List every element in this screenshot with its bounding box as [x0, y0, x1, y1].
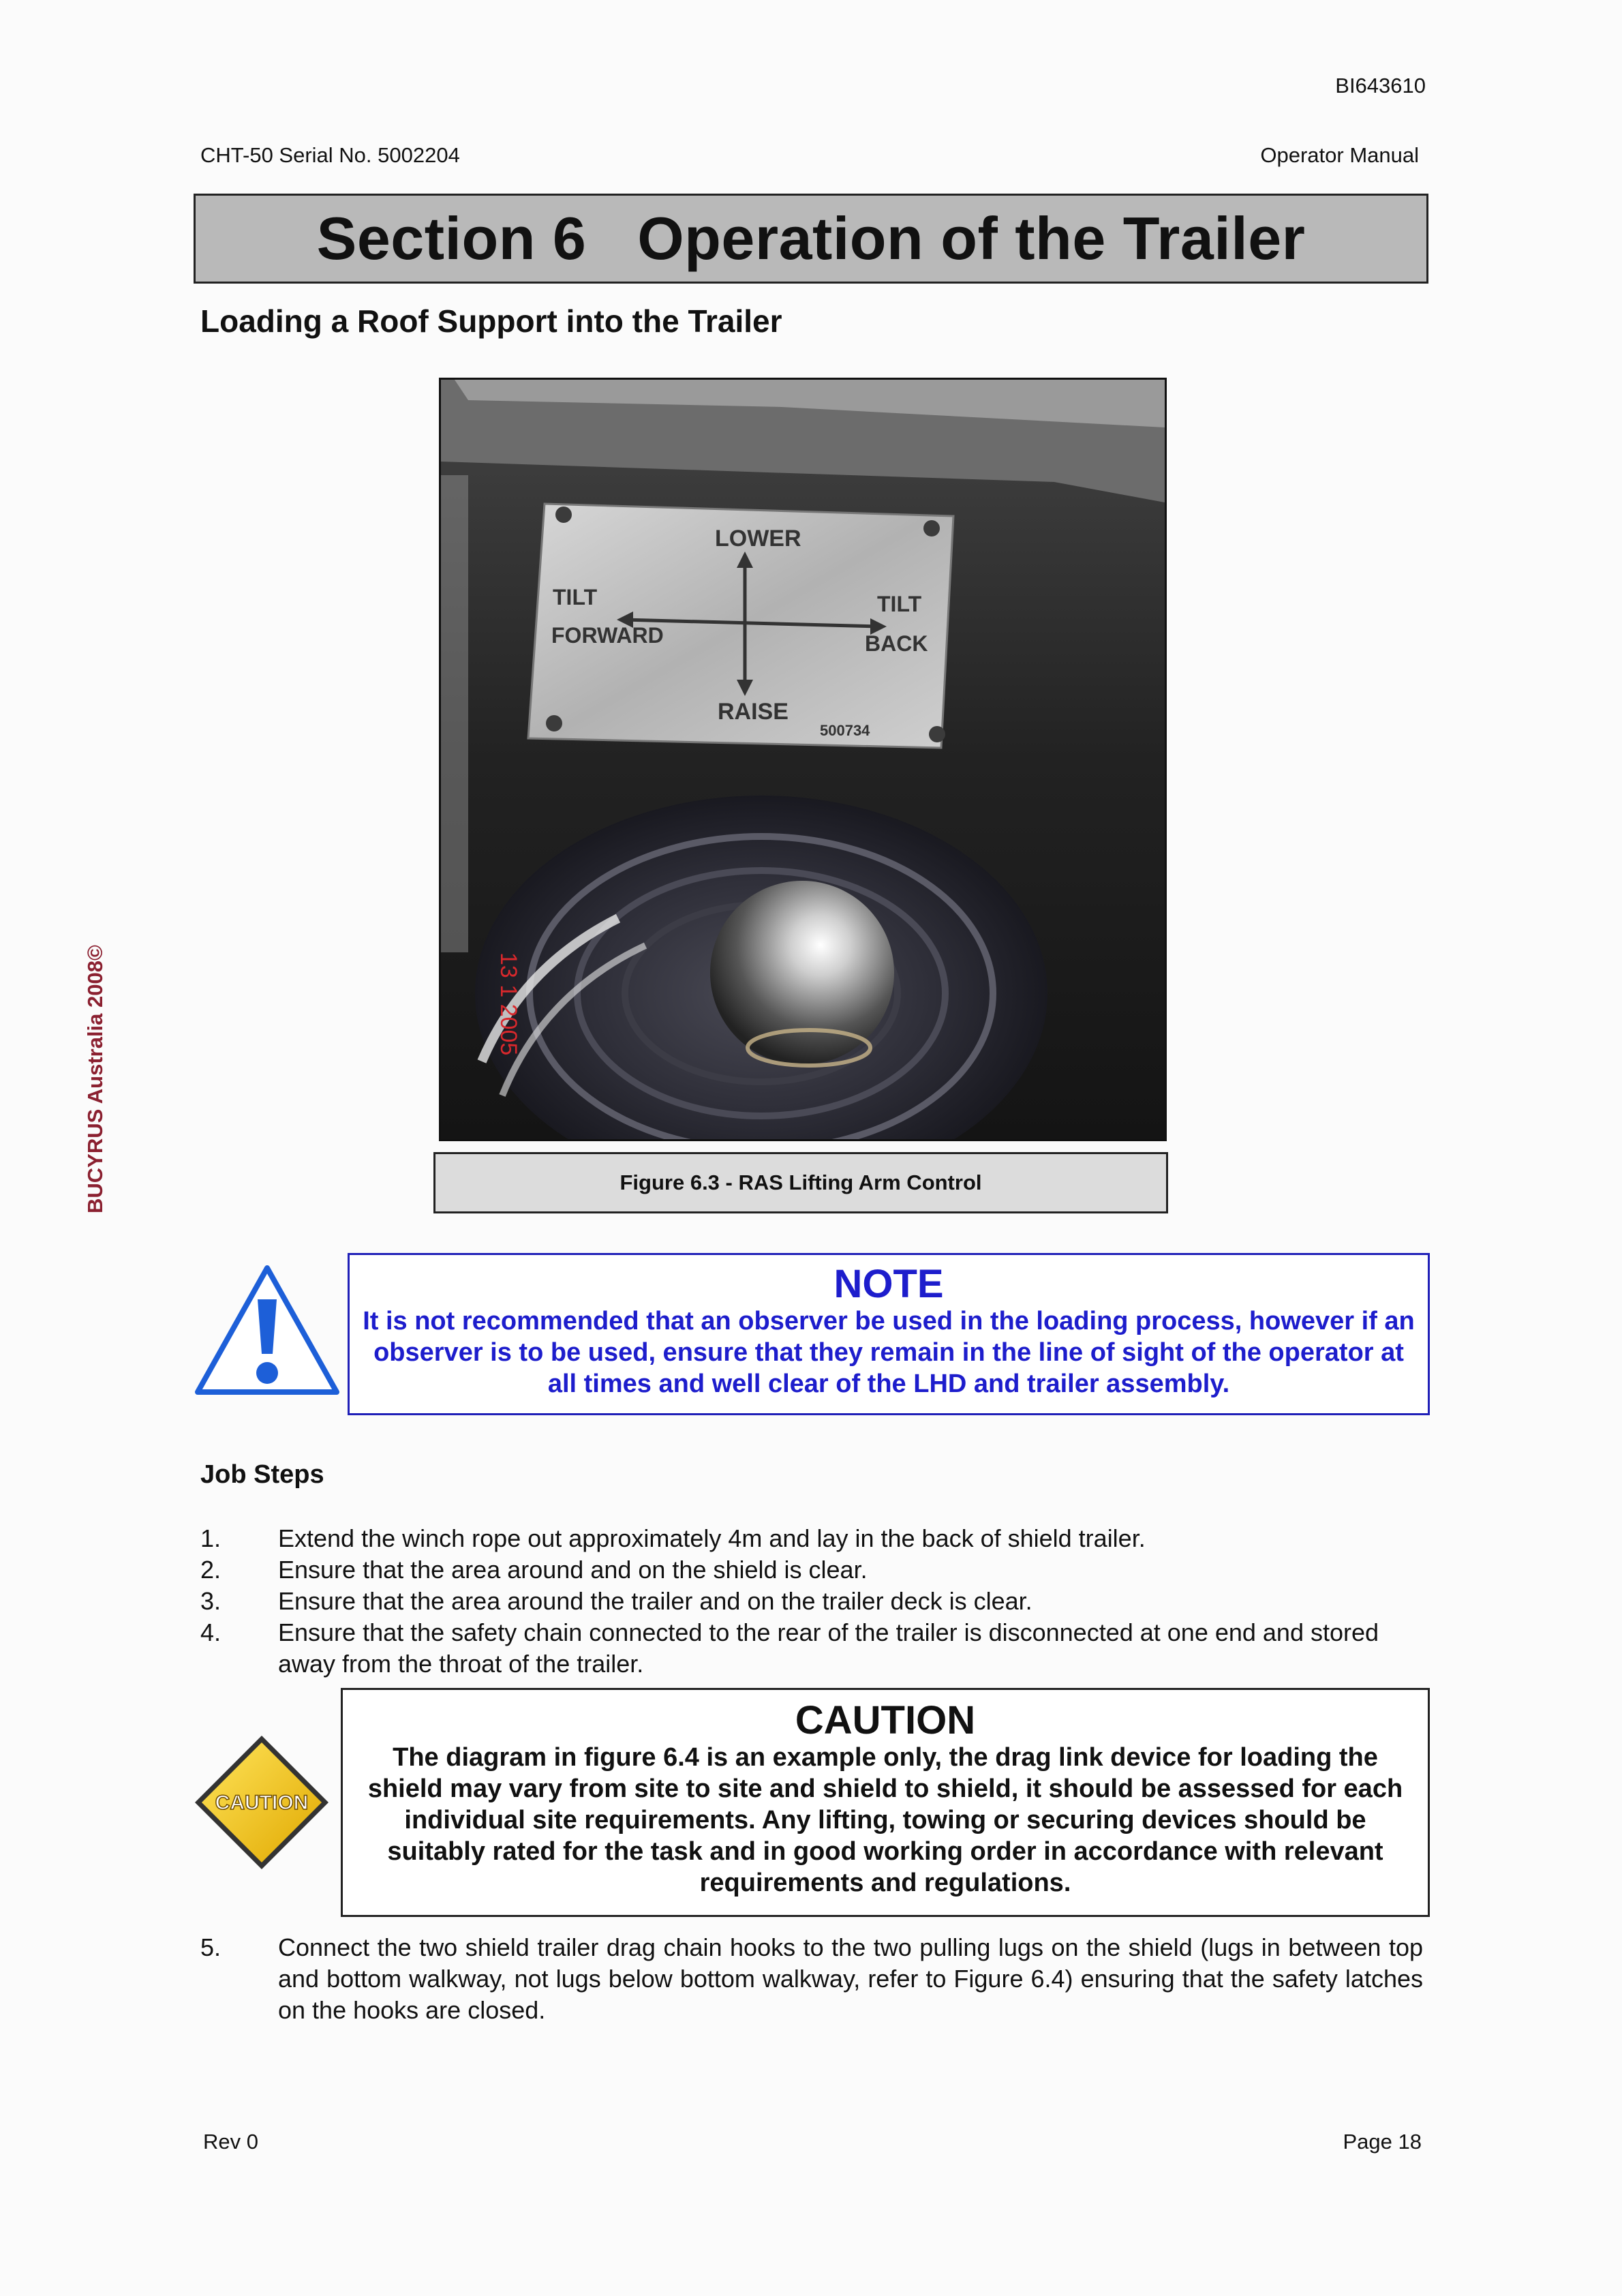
note-box — [348, 1253, 1430, 1415]
warning-triangle-icon — [191, 1260, 343, 1400]
step-number: 5. — [200, 1933, 221, 1961]
header-manual: Operator Manual — [1260, 143, 1419, 167]
figure-photo — [439, 378, 1167, 1141]
step-text: Ensure that the area around the trailer and on the trailer deck is clear. — [278, 1587, 1032, 1615]
plate-forward-label: FORWARD — [551, 623, 664, 648]
plate-part-number: 500734 — [820, 722, 870, 739]
step-text: Connect the two shield trailer drag chain hooks to the two pulling lugs on the shield (lugs in between top and bottom walkway, not lugs below bottom walkway, refer to Figure 6.4) ensuring that the safety latches on the hooks are closed. — [278, 1933, 1423, 2024]
step-number: 2. — [200, 1556, 221, 1584]
caution-text: The diagram in figure 6.4 is an example only, the drag link device for loading the shield may vary from site to site and shield to shield, it should be assessed for each individual site requirements. Any lifting, towing or securing devices should be suitably rated for the task and in good working order in accordance with relevant requirements and regulations. — [367, 1743, 1403, 1897]
note-text: It is not recommended that an observer be used in the loading process, however if an observer is to be used, ensure that they remain in the line of sight of the operator at all times and well clear of the LHD and trailer assembly. — [363, 1307, 1415, 1398]
figure-caption: Figure 6.3 - RAS Lifting Arm Control — [433, 1152, 1168, 1213]
copyright-sidebar: BUCYRUS Australia 2008© — [83, 945, 107, 1213]
plate-raise-label: RAISE — [718, 699, 789, 725]
control-plate — [528, 504, 953, 748]
list-item — [200, 1586, 1423, 1617]
step-number: 1. — [200, 1524, 221, 1552]
list-item — [200, 1523, 1423, 1554]
plate-lower-label: LOWER — [715, 526, 801, 552]
section-title: Section 6 Operation of the Trailer — [194, 194, 1428, 284]
document-id: BI643610 — [1335, 74, 1426, 97]
step-number: 4. — [200, 1618, 221, 1646]
header-serial: CHT-50 Serial No. 5002204 — [200, 143, 460, 167]
list-item — [200, 1617, 1423, 1680]
footer-revision: Rev 0 — [203, 2130, 258, 2154]
subheading: Loading a Roof Support into the Trailer — [200, 303, 782, 339]
caution-box — [341, 1688, 1430, 1917]
photo-date-stamp: 13 1 2005 — [495, 952, 521, 1056]
list-item — [200, 1554, 1423, 1586]
plate-back-label: BACK — [865, 631, 928, 656]
plate-tilt-right-label: TILT — [877, 592, 922, 616]
footer-page-number: Page 18 — [1343, 2130, 1422, 2154]
caution-diamond-icon — [191, 1732, 333, 1873]
list-item — [200, 1932, 1423, 2026]
caution-icon-label: CAUTION — [215, 1792, 309, 1814]
step-text: Ensure that the area around and on the shield is clear. — [278, 1556, 868, 1584]
job-steps-list — [200, 1523, 1423, 1680]
note-title: NOTE — [833, 1262, 944, 1306]
plate-tilt-left-label: TILT — [553, 585, 598, 609]
job-steps-heading: Job Steps — [200, 1460, 324, 1489]
job-step-5 — [200, 1932, 1423, 2026]
control-panel-photo — [441, 380, 1165, 1139]
step-number: 3. — [200, 1587, 221, 1615]
step-text: Ensure that the safety chain connected to the rear of the trailer is disconnected at one end and stored away from the throat of the trailer. — [278, 1618, 1379, 1678]
caution-title: CAUTION — [795, 1698, 976, 1742]
step-text: Extend the winch rope out approximately 4m and lay in the back of shield trailer. — [278, 1524, 1146, 1552]
